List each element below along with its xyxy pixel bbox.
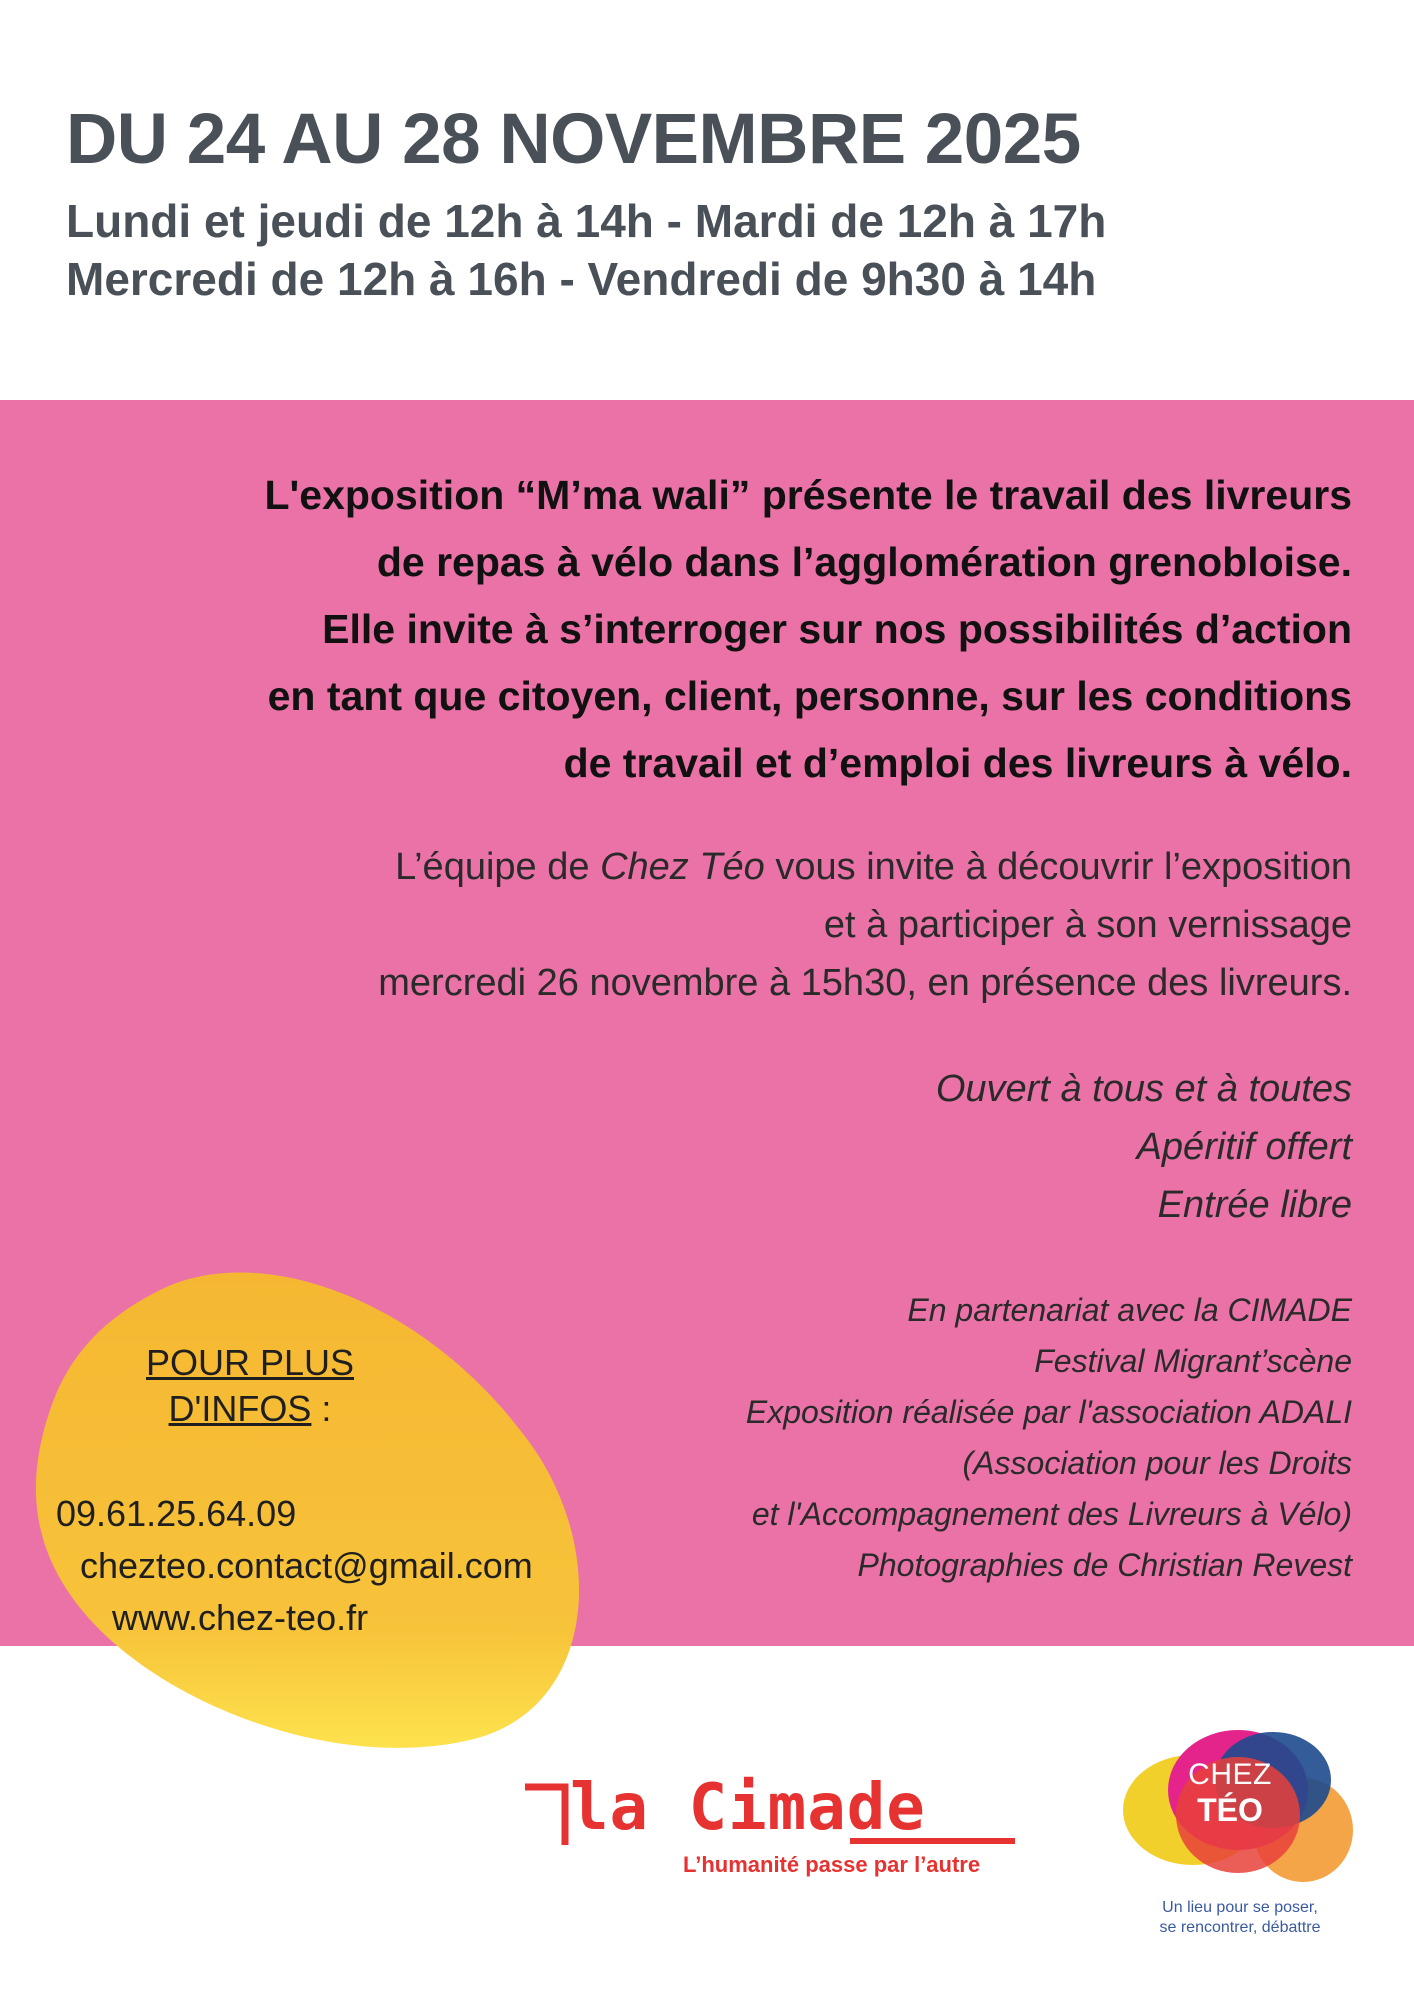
more-info-text: D'INFOS bbox=[168, 1388, 312, 1429]
vernissage-invitation bbox=[72, 838, 1352, 1012]
more-info-line-2 bbox=[100, 1386, 400, 1432]
note-free-entry: Entrée libre bbox=[1157, 1184, 1352, 1226]
invitation-text: L’équipe de bbox=[395, 846, 601, 888]
chez-teo-logo-line-2: TÉO bbox=[1197, 1792, 1263, 1828]
event-dates-title: DU 24 AU 28 NOVEMBRE 2025 bbox=[66, 100, 1081, 179]
cimade-logo-name: la Cimade bbox=[570, 1771, 926, 1845]
credit-line: Festival Migrant’scène bbox=[1034, 1343, 1352, 1379]
description-line: en tant que citoyen, client, personne, sur les conditions bbox=[267, 673, 1352, 719]
description-line: L'exposition “M’ma wali” présente le travail des livreurs bbox=[264, 472, 1352, 518]
more-info-text: POUR PLUS bbox=[145, 1342, 355, 1383]
cimade-slogan: L’humanité passe par l’autre bbox=[683, 1852, 981, 1877]
exhibition-description bbox=[72, 462, 1352, 797]
contact-email[interactable]: chezteo.contact@gmail.com bbox=[80, 1545, 533, 1586]
more-info-heading bbox=[100, 1340, 400, 1432]
contact-website[interactable]: www.chez-teo.fr bbox=[112, 1597, 369, 1638]
tagline-line-2: se rencontrer, débattre bbox=[1159, 1919, 1321, 1936]
chez-teo-logo-line-1: CHEZ bbox=[1188, 1758, 1272, 1791]
invitation-text: vous invite à découvrir l’exposition bbox=[764, 846, 1352, 888]
note-aperitif: Apéritif offert bbox=[1136, 1126, 1352, 1168]
description-line: Elle invite à s’interroger sur nos possibilités d’action bbox=[322, 606, 1352, 652]
venue-name: Chez Téo bbox=[600, 846, 765, 888]
tagline-line-1: Un lieu pour se poser, bbox=[1162, 1899, 1318, 1916]
chez-teo-tagline bbox=[1100, 1898, 1380, 1938]
description-line: de repas à vélo dans l’agglomération grenobloise. bbox=[376, 539, 1352, 585]
invitation-line-2: et à participer à son vernissage bbox=[823, 904, 1352, 946]
credit-line: En partenariat avec la CIMADE bbox=[907, 1292, 1352, 1328]
credit-line: Photographies de Christian Revest bbox=[857, 1547, 1352, 1583]
opening-hours-line-1: Lundi et jeudi de 12h à 14h - Mardi de 12h à 17h bbox=[66, 195, 1107, 247]
event-header bbox=[66, 100, 1366, 308]
practical-notes bbox=[452, 1060, 1352, 1234]
description-line: de travail et d’emploi des livreurs à vélo. bbox=[563, 740, 1352, 786]
credit-line: Exposition réalisée par l'association ADALI bbox=[745, 1394, 1352, 1430]
invitation-line-1 bbox=[72, 838, 1352, 896]
credit-line: (Association pour les Droits bbox=[962, 1445, 1352, 1481]
opening-hours-line-2: Mercredi de 12h à 16h - Vendredi de 9h30 à 14h bbox=[66, 253, 1097, 305]
invitation-line-3: mercredi 26 novembre à 15h30, en présence des livreurs. bbox=[378, 962, 1352, 1004]
more-info-line-1 bbox=[100, 1340, 400, 1386]
more-info-colon: : bbox=[311, 1388, 332, 1429]
credit-line: et l'Accompagnement des Livreurs à Vélo) bbox=[751, 1496, 1352, 1532]
note-open-to-all: Ouvert à tous et à toutes bbox=[935, 1068, 1352, 1110]
contact-phone[interactable]: 09.61.25.64.09 bbox=[56, 1493, 297, 1534]
opening-hours bbox=[66, 192, 1366, 308]
